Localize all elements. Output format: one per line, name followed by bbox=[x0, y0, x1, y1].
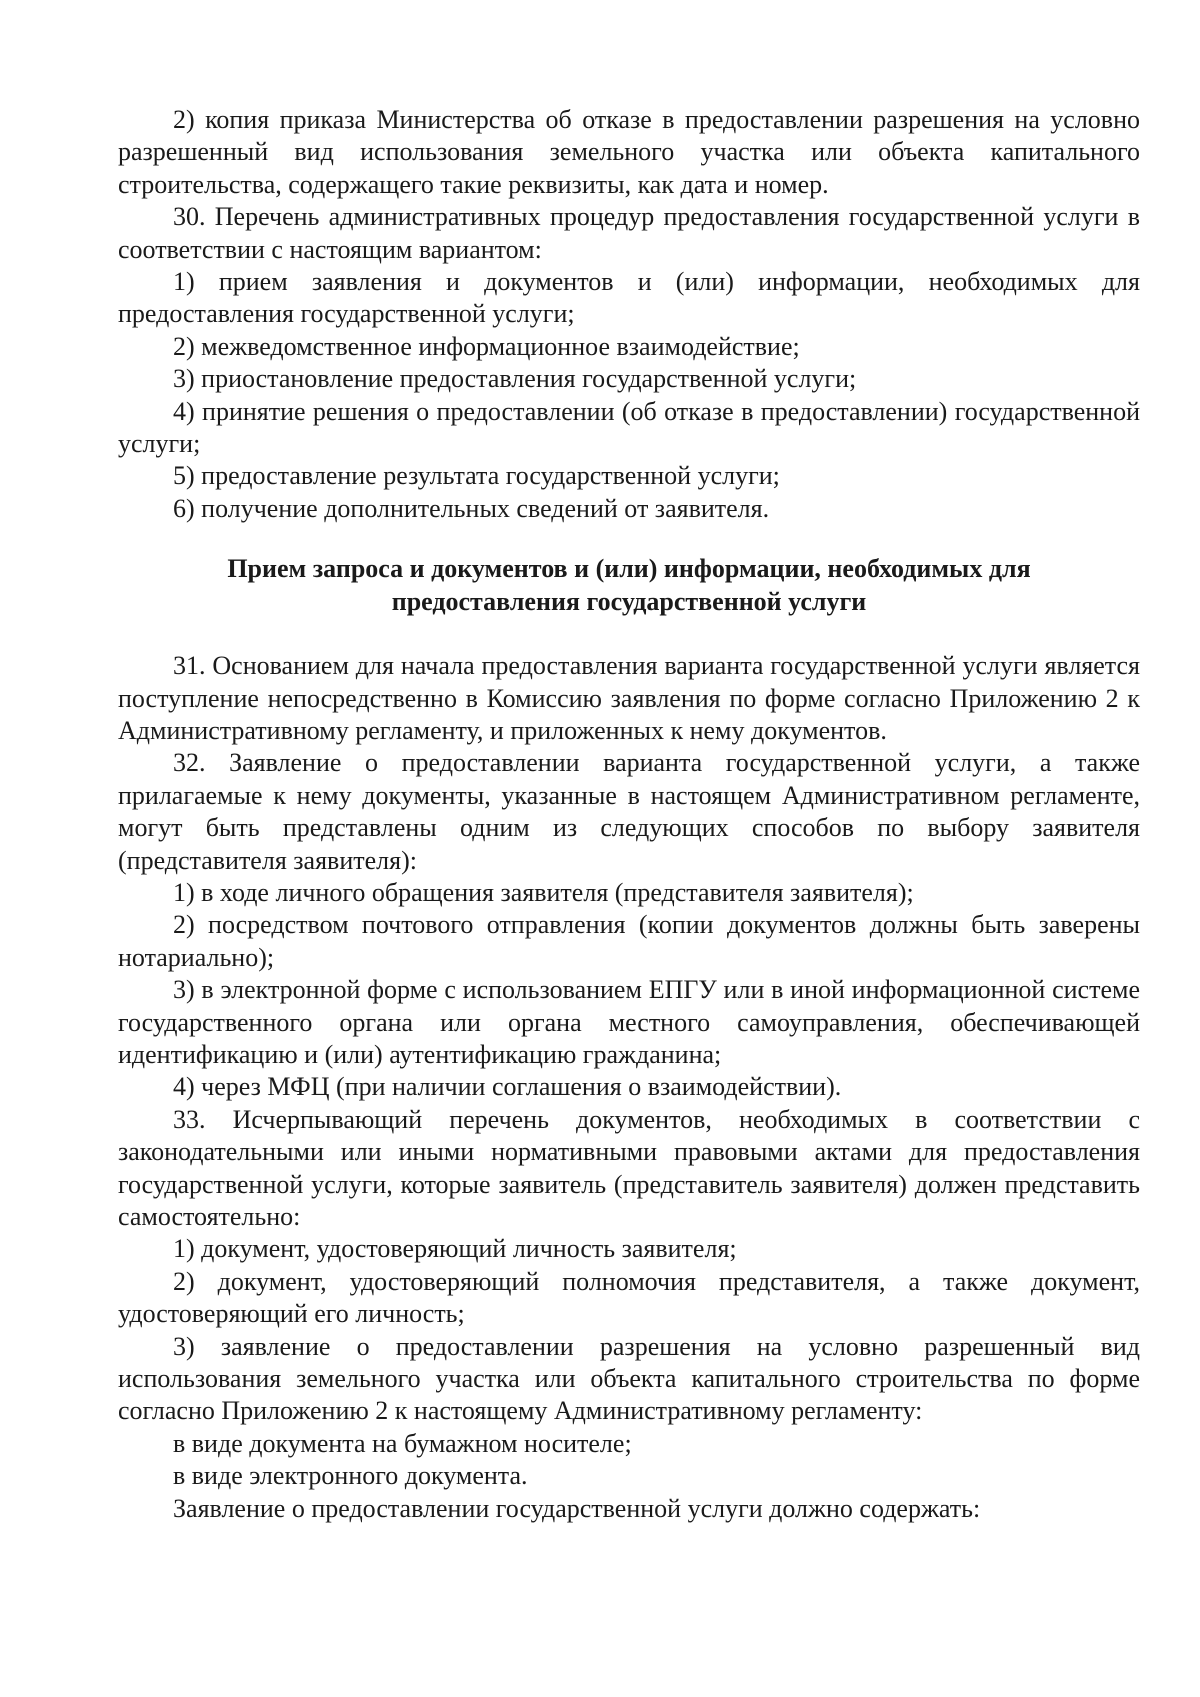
paragraph-electronic-form: в виде электронного документа. bbox=[173, 1461, 528, 1491]
paragraph-item-4-decision: 4) принятие решения о предоставлении (об отказе в предоставлении) государственной услуги; bbox=[118, 396, 1140, 459]
paragraph-30-procedures-list: 30. Перечень административных процедур предоставления государственной услуги в соответствии с настоящим вариантом: bbox=[118, 202, 1140, 264]
section-heading-line-2: предоставления государственной услуги bbox=[391, 586, 867, 616]
paragraph-method-3-electronic: 3) в электронной форме с использованием ЕПГУ или в иной информационной системе государственного органа или органа местного самоуправления, обеспечивающей идентификацию и (или) аутентификацию гражданина; bbox=[118, 975, 1140, 1069]
paragraph-application-contents: Заявление о предоставлении государственной услуги должно содержать: bbox=[173, 1493, 981, 1523]
paragraph-33-documents-list: 33. Исчерпывающий перечень документов, необходимых в соответствии с законодательными или иными нормативными правовыми актами для предоставления государственной услуги, которые заявитель (представитель заявителя) должен представить самостоятельно: bbox=[118, 1104, 1140, 1231]
paragraph-32-submission-methods: 32. Заявление о предоставлении варианта государственной услуги, а также прилагаемые к нему документы, указанные в настоящем Административном регламенте, могут быть представлены одним из следующих способов по выбору заявителя (представителя заявителя): bbox=[118, 748, 1140, 875]
paragraph-doc-3-application: 3) заявление о предоставлении разрешения на условно разрешенный вид использования земельного участка или объекта капитального строительства по форме согласно Приложению 2 к настоящему Административному регламенту: bbox=[118, 1331, 1140, 1426]
paragraph-method-1-personal: 1) в ходе личного обращения заявителя (представителя заявителя); bbox=[173, 877, 914, 907]
section-heading-line-1: Прием запроса и документов и (или) информации, необходимых для bbox=[227, 554, 1031, 584]
paragraph-doc-2-authority: 2) документ, удостоверяющий полномочия представителя, а также документ, удостоверяющий его личность; bbox=[118, 1266, 1140, 1329]
paragraph-item-2-copy-order: 2) копия приказа Министерства об отказе в предоставлении разрешения на условно разрешенный вид использования земельного участка или объекта капитального строительства, содержащего такие реквизиты, как дата и номер. bbox=[118, 105, 1140, 199]
paragraph-doc-1-identity: 1) документ, удостоверяющий личность заявителя; bbox=[173, 1234, 737, 1264]
paragraph-item-1-receipt: 1) прием заявления и документов и (или) информации, необходимых для предоставления государственной услуги; bbox=[118, 267, 1140, 329]
paragraph-item-2-interagency: 2) межведомственное информационное взаимодействие; bbox=[173, 331, 800, 361]
paragraph-method-4-mfc: 4) через МФЦ (при наличии соглашения о взаимодействии). bbox=[173, 1072, 842, 1102]
paragraph-item-5-result: 5) предоставление результата государственной услуги; bbox=[173, 461, 780, 491]
paragraph-paper-form: в виде документа на бумажном носителе; bbox=[173, 1428, 632, 1458]
paragraph-item-3-suspension: 3) приостановление предоставления государственной услуги; bbox=[173, 364, 857, 394]
paragraph-31-basis: 31. Основанием для начала предоставления варианта государственной услуги является поступление непосредственно в Комиссию заявления по форме согласно Приложению 2 к Административному регламенту, и приложенных к нему документов. bbox=[118, 651, 1140, 745]
paragraph-method-2-postal: 2) посредством почтового отправления (копии документов должны быть заверены нотариально); bbox=[118, 910, 1140, 972]
document-page bbox=[118, 104, 1140, 1525]
section-heading bbox=[118, 553, 1140, 618]
paragraph-item-6-additional-info: 6) получение дополнительных сведений от заявителя. bbox=[173, 493, 770, 523]
